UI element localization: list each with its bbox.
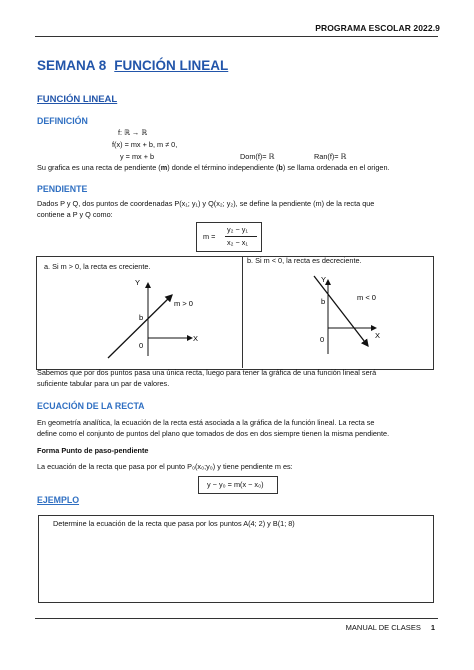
ecuacion-line-3: La ecuación de la recta que pasa por el punto P₀(x₀;y₀) y tiene pendiente m es: (37, 462, 293, 471)
ecuacion-line-2: define como el conjunto de puntos del plano que tomados de dos en dos siempre tienen la misma pendiente. (37, 429, 390, 438)
desc-part-c: ) se llama ordenada en el origen. (282, 163, 390, 172)
increasing-line-graph (100, 270, 220, 365)
cases-divider (242, 256, 243, 368)
ecuacion-heading: ECUACIÓN DE LA RECTA (37, 401, 145, 411)
pendiente-text-1: Dados P y Q, dos puntos de coordenadas P(x₁; y₁) y Q(x₂; y₂), se define la pendiente (m) de la recta que (37, 199, 375, 208)
decreasing-line-graph (290, 270, 410, 365)
page-number: 1 (430, 623, 435, 632)
section-title: FUNCIÓN LINEAL (37, 94, 118, 105)
intercept-label: b (139, 313, 144, 322)
y-axis-label: Y (135, 278, 141, 287)
footer-rule (35, 618, 438, 619)
slope-formula-denominator: x₂ − x₁ (227, 238, 248, 247)
desc-part-a: Su grafica es una recta de pendiente ( (37, 163, 161, 172)
x-axis-label: X (375, 331, 381, 340)
page-footer (346, 623, 435, 632)
slope-formula-box (196, 222, 262, 252)
footer-label: MANUAL DE CLASES (345, 623, 421, 632)
desc-part-b: ) donde el término independiente ( (167, 163, 279, 172)
program-header: PROGRAMA ESCOLAR 2022.9 (315, 23, 440, 33)
case-b-label: b. Si m < 0, la recta es decreciente. (247, 256, 362, 265)
topic-label: FUNCIÓN LINEAL (114, 58, 229, 73)
definicion-line-1: f: ℝ → ℝ (118, 128, 147, 137)
case-a-label: a. Si m > 0, la recta es creciente. (44, 262, 151, 271)
definicion-description (37, 163, 390, 173)
definicion-heading: DEFINICIÓN (37, 116, 88, 126)
definicion-dom: Dom(f)= ℝ (240, 152, 275, 161)
sabemos-line-2: suficiente tabular para un par de valores. (37, 379, 170, 388)
pendiente-text-2: contiene a P y Q como: (37, 210, 113, 219)
definicion-line-3a: y = mx + b (120, 152, 155, 161)
header-rule (35, 36, 438, 37)
desc-b: b (278, 163, 283, 172)
origin-label: 0 (139, 341, 144, 350)
origin-label: 0 (320, 335, 325, 344)
ecuacion-line-1: En geometría analítica, la ecuación de la recta está asociada a la gráfica de la función lineal. La recta se (37, 418, 375, 427)
x-axis-label: X (193, 334, 199, 343)
ejemplo-heading: EJEMPLO (37, 495, 80, 505)
week-label: SEMANA 8 (37, 58, 107, 73)
definicion-ran: Ran(f)= ℝ (314, 152, 347, 161)
forma-subheading: Forma Punto de paso-pendiente (37, 446, 149, 455)
ejemplo-box (38, 515, 434, 603)
page-title (37, 58, 228, 73)
slope-formula-numerator: y₂ − y₁ (227, 225, 248, 234)
slope-label: m < 0 (357, 293, 376, 302)
desc-m: m (160, 163, 168, 172)
fraction-bar (225, 236, 257, 237)
slope-label: m > 0 (174, 299, 193, 308)
definicion-line-2: f(x) = mx + b, m ≠ 0, (112, 140, 178, 149)
intercept-label: b (321, 297, 326, 306)
point-slope-formula-box (198, 476, 278, 494)
y-axis-label: Y (321, 275, 327, 284)
slope-formula-lhs: m = (203, 232, 216, 241)
sabemos-line-1: Sabemos que por dos puntos pasa una única recta, luego para tener la gráfica de una función lineal será (37, 368, 377, 377)
ejemplo-text: Determine la ecuación de la recta que pasa por los puntos A(4; 2) y B(1; 8) (53, 519, 295, 528)
point-slope-formula: y − y₀ = m(x − x₀) (207, 480, 264, 489)
pendiente-heading: PENDIENTE (37, 184, 88, 194)
